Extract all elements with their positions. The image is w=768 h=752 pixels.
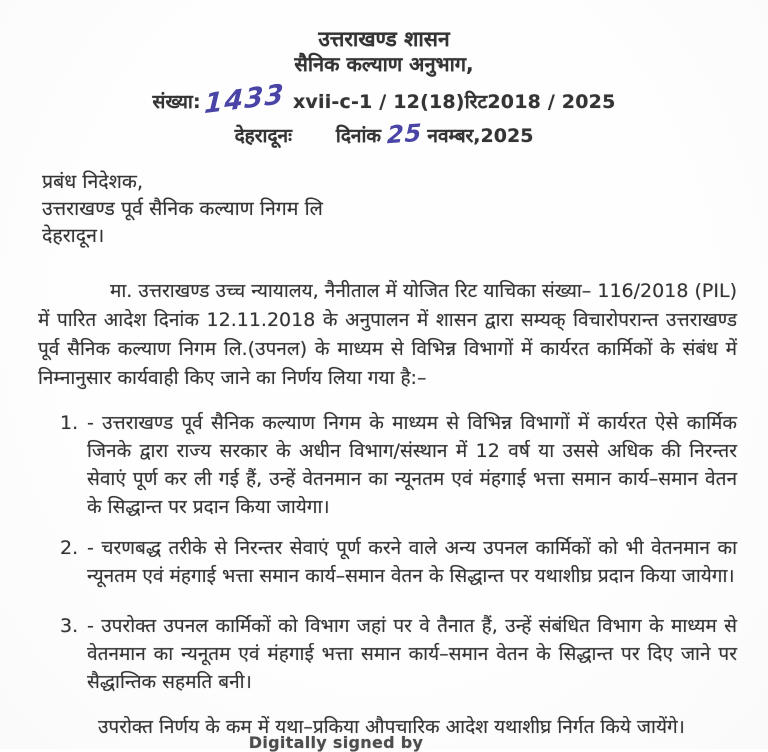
list-item-2 xyxy=(60,534,737,590)
addressee-city: देहरादून। xyxy=(42,224,105,247)
list-item-text: - उत्तराखण्ड पूर्व सैनिक कल्याण निगम के माध्यम से विभिन्न विभागों में कार्यरत ऐसे कार्मिक जिनके द्वारा राज्य सरकार के अधीन विभाग/संस्थान में 12 वर्ष या उससे अधिक की निरन्तर सेवाएं पूर्ण कर ली गई हैं, उन्हें वेतनमान का न्यूनतम एवं मंहगाई भत्ता समान कार्य–समान वेतन के सिद्धान्त पर प्रदान किया जायेगा। xyxy=(87,412,737,518)
decision-list xyxy=(60,409,737,696)
list-item-number: 1. xyxy=(60,412,79,434)
digital-signature-text: Digitally signed by xyxy=(248,733,424,752)
government-title: उत्तराखण्ड शासन xyxy=(318,27,450,51)
date-label: दिनांक xyxy=(335,125,381,147)
section-title: सैनिक कल्याण अनुभाग, xyxy=(294,52,474,76)
letter-number-line xyxy=(0,78,768,121)
list-item-number: 3. xyxy=(60,615,79,637)
place-label: देहरादूनः xyxy=(234,125,292,147)
intro-paragraph: मा. उत्तराखण्ड उच्च न्यायालय, नैनीताल में योजित रिट याचिका संख्या– 116/2018 (PIL) में पारित आदेश दिनांक 12.11.2018 के अनुपालन में शासन द्वारा सम्यक् विचारोपरान्त उत्तराखण्ड पूर्व सैनिक कल्याण निगम लि.(उपनल) के माध्यम से विभिन्न विभागों में कार्यरत कार्मिकों के संबंध में निम्नानुसार कार्यवाही किए जाने का निर्णय लिया गया है:– xyxy=(38,280,737,389)
list-item-1 xyxy=(60,409,737,521)
list-item-text: - उपरोक्त उपनल कार्मिकों को विभाग जहां पर वे तैनात हैं, उन्हें संबंधित विभाग के माध्यम से वेतनमान का न्यनूतम एवं मंहगाई भत्ता समान कार्य–समान वेतन के सिद्धान्त पर दिए जाने पर सैद्धान्तिक सहमति बनी। xyxy=(87,615,737,693)
addressee-block xyxy=(42,168,768,249)
addressee-designation: प्रबंध निदेशक, xyxy=(42,170,144,193)
list-item-number: 2. xyxy=(60,537,79,559)
handwritten-date: 25 xyxy=(386,118,423,150)
place-date-line xyxy=(0,120,768,148)
letter-reference-number: xvii-c-1 / 12(18)रिट2018 / 2025 xyxy=(292,91,616,113)
list-item-3 xyxy=(60,612,737,696)
closing-paragraph: उपरोक्त निर्णय के कम में यथा–प्रकिया औपचारिक आदेश यथाशीघ्र निर्गत किये जायेंगे। xyxy=(98,716,685,738)
addressee-organization: उत्तराखण्ड पूर्व सैनिक कल्याण निगम लि xyxy=(42,197,323,220)
handwritten-letter-number: 1433 xyxy=(203,78,286,121)
number-label: संख्या: xyxy=(152,91,201,113)
list-item-text: - चरणबद्ध तरीके से निरन्तर सेवाएं पूर्ण करने वाले अन्य उपनल कार्मिकों को भी वेतनमान का न्यूनतम एवं मंहगाई भत्ता समान कार्य–समान वेतन के सिद्धान्त पर यथाशीघ्र प्रदान किया जायेगा। xyxy=(87,537,737,587)
date-month-year: नवम्बर,2025 xyxy=(427,125,534,147)
